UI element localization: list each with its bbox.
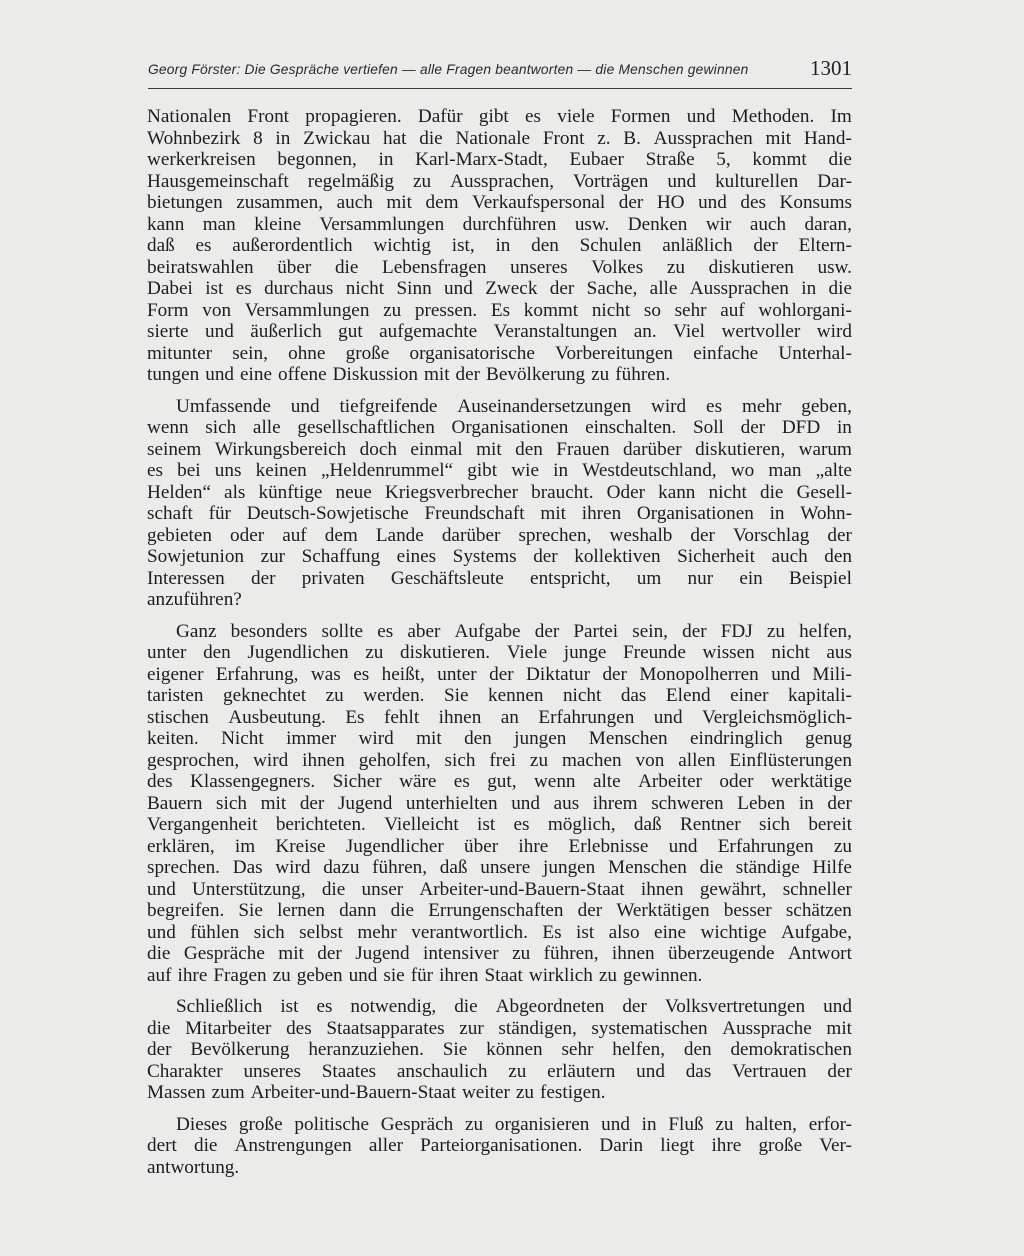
text-line: sprechen. Das wird dazu führen, daß unsere jungen Menschen die ständige Hilfe — [147, 857, 852, 878]
paragraph — [147, 996, 852, 1104]
text-line: und fühlen sich selbst mehr verantwortlich. Es ist also eine wichtige Aufgabe, — [147, 921, 852, 943]
text-line: gebieten oder auf dem Lande darüber sprechen, weshalb der Vorschlag der — [147, 524, 852, 546]
running-header — [148, 58, 852, 89]
text-line: dert die Anstrengungen aller Parteiorganisationen. Darin liegt ihre große Ver- — [147, 1135, 852, 1156]
text-line: die Gespräche mit der Jugend intensiver zu führen, ihnen überzeugende Antwort — [147, 943, 852, 964]
text-line: Helden“ als künftige neue Kriegsverbrecher braucht. Oder kann nicht die Gesell- — [147, 481, 852, 503]
text-line: Vergangenheit berichteten. Vielleicht ist es möglich, daß Rentner sich bereit — [147, 814, 852, 835]
text-line: mitunter sein, ohne große organisatorische Vorbereitungen einfache Unterhal- — [147, 342, 852, 364]
text-line: keiten. Nicht immer wird mit den jungen Menschen eindringlich genug — [147, 728, 852, 749]
text-line: taristen geknechtet zu werden. Sie kennen nicht das Elend einer kapitali- — [147, 685, 852, 706]
text-line: Umfassende und tiefgreifende Auseinandersetzungen wird es mehr geben, — [176, 395, 852, 417]
paragraph — [147, 621, 852, 987]
text-line: Massen zum Arbeiter-und-Bauern-Staat weiter zu festigen. — [147, 1082, 606, 1103]
paragraph — [147, 1114, 852, 1179]
text-line: eigener Erfahrung, was es heißt, unter der Diktatur der Monopolherren und Mili- — [147, 663, 852, 685]
text-line: kann man kleine Versammlungen durchführen usw. Denken wir auch daran, — [147, 213, 852, 235]
text-line: wenn sich alle gesellschaftlichen Organisationen einschalten. Soll der DFD in — [147, 417, 852, 438]
text-line: anzuführen? — [147, 589, 242, 610]
running-title: Georg Förster: Die Gespräche vertiefen — alle Fragen beantworten — die Menschen gewinnen — [148, 62, 749, 77]
text-line: Bauern sich mit der Jugend unterhielten und aus ihrem schweren Leben in der — [147, 792, 852, 814]
text-line: unter den Jugendlichen zu diskutieren. Viele junge Freunde wissen nicht aus — [147, 642, 852, 663]
text-line: schaft für Deutsch-Sowjetische Freundschaft mit ihren Organisationen in Wohn- — [147, 503, 852, 524]
text-line: Nationalen Front propagieren. Dafür gibt es viele Formen und Methoden. Im — [147, 106, 852, 127]
text-line: und Unterstützung, die unser Arbeiter-und-Bauern-Staat ihnen gewährt, schneller — [147, 878, 852, 900]
text-line: der Bevölkerung heranzuziehen. Sie können sehr helfen, den demokratischen — [147, 1039, 852, 1060]
text-line: daß es außerordentlich wichtig ist, in den Schulen anläßlich der Eltern- — [147, 235, 852, 256]
text-line: werkerkreisen begonnen, in Karl-Marx-Stadt, Eubaer Straße 5, kommt die — [147, 149, 852, 170]
text-line: Charakter unseres Staates anschaulich zu erläutern und das Vertrauen der — [147, 1060, 852, 1082]
text-line: Dieses große politische Gespräch zu organisieren und in Fluß zu halten, erfor- — [176, 1113, 852, 1135]
text-line: es bei uns keinen „Heldenrummel“ gibt wie in Westdeutschland, wo man „alte — [147, 460, 852, 481]
text-line: tungen und eine offene Diskussion mit der Bevölkerung zu führen. — [147, 364, 671, 385]
text-line: stischen Ausbeutung. Es fehlt ihnen an Erfahrungen und Vergleichsmöglich- — [147, 706, 852, 728]
paragraph — [147, 106, 852, 386]
text-line: Schließlich ist es notwendig, die Abgeordneten der Volksvertretungen und — [176, 996, 852, 1017]
text-line: seinem Wirkungsbereich doch einmal mit den Frauen darüber diskutieren, warum — [147, 438, 852, 460]
text-line: sierte und äußerlich gut aufgemachte Veranstaltungen an. Viel wertvoller wird — [147, 321, 852, 342]
text-line: des Klassengegners. Sicher wäre es gut, wenn alte Arbeiter oder werktätige — [147, 771, 852, 792]
text-line: beiratswahlen über die Lebensfragen unseres Volkes zu diskutieren usw. — [147, 256, 852, 278]
body-text — [147, 106, 852, 1178]
paragraph — [147, 396, 852, 611]
text-line: bietungen zusammen, auch mit dem Verkaufspersonal der HO und des Konsums — [147, 192, 852, 213]
text-line: Wohnbezirk 8 in Zwickau hat die Nationale Front z. B. Aussprachen mit Hand- — [147, 127, 852, 149]
text-line: auf ihre Fragen zu geben und sie für ihren Staat wirklich zu gewinnen. — [147, 964, 703, 986]
text-line: begreifen. Sie lernen dann die Errungenschaften der Werktätigen besser schätzen — [147, 900, 852, 921]
text-line: die Mitarbeiter des Staatsapparates zur ständigen, systematischen Aussprache mit — [147, 1017, 852, 1039]
text-line: Ganz besonders sollte es aber Aufgabe der Partei sein, der FDJ zu helfen, — [176, 620, 852, 642]
text-line: erklären, im Kreise Jugendlicher über ihre Erlebnisse und Erfahrungen zu — [147, 835, 852, 857]
text-line: Dabei ist es durchaus nicht Sinn und Zweck der Sache, alle Aussprachen in die — [147, 278, 852, 299]
text-line: Hausgemeinschaft regelmäßig zu Aussprachen, Vorträgen und kulturellen Dar- — [147, 170, 852, 192]
text-line: Interessen der privaten Geschäftsleute entspricht, um nur ein Beispiel — [147, 567, 852, 589]
text-line: antwortung. — [147, 1156, 240, 1178]
text-line: gesprochen, wird ihnen geholfen, sich frei zu machen von allen Einflüsterungen — [147, 749, 852, 771]
page-number: 1301 — [810, 56, 852, 80]
text-line: Sowjetunion zur Schaffung eines Systems der kollektiven Sicherheit auch den — [147, 546, 852, 567]
text-line: Form von Versammlungen zu pressen. Es kommt nicht so sehr auf wohlorgani- — [147, 299, 852, 321]
